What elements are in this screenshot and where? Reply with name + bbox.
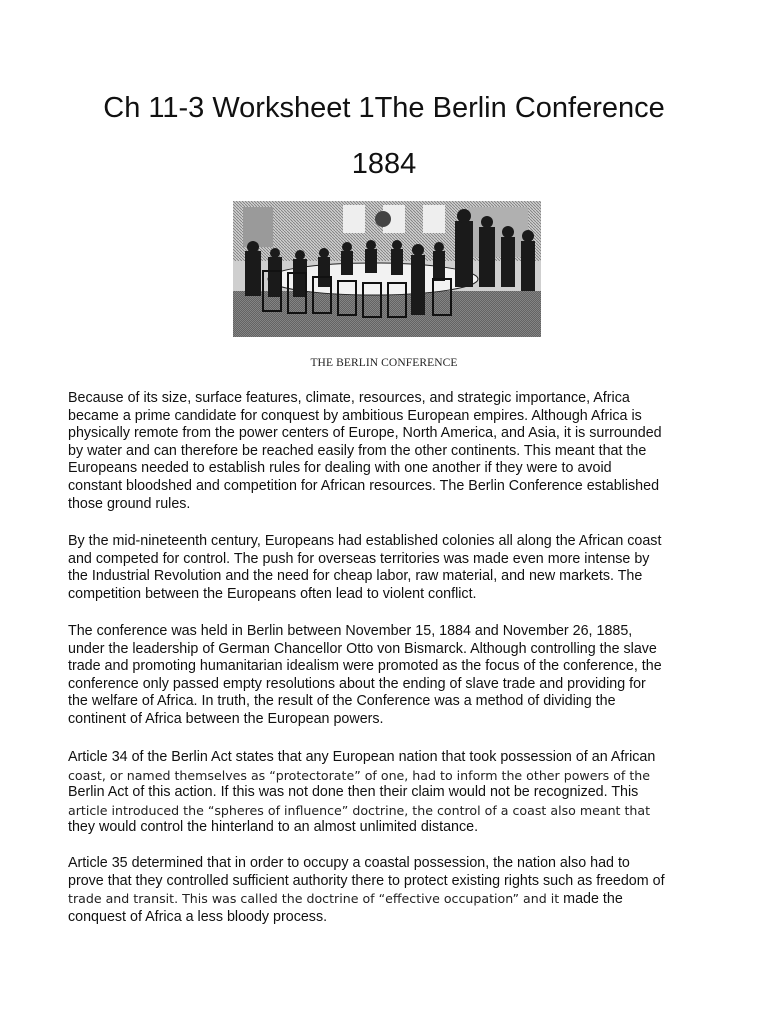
text-line: and competed for control. The push for overseas territories was made even more intense by bbox=[68, 550, 650, 567]
paragraph-article-34 bbox=[68, 749, 708, 837]
text-line: by water and can therefore be reached easily from the other continents. This meant that the bbox=[68, 442, 647, 459]
engraving-illustration bbox=[233, 201, 541, 337]
figure-caption: THE BERLIN CONFERENCE bbox=[310, 357, 458, 369]
text-line: conquest of Africa a less bloody process. bbox=[68, 908, 328, 925]
text-line: Article 35 determined that in order to occupy a coastal possession, the nation also had to bbox=[68, 855, 630, 871]
text-line: under the leadership of German Chancellor Otto von Bismarck. Although controlling the slave bbox=[68, 640, 657, 657]
text-line: trade and promoting humanitarian idealism were promoted as the focus of the conference, the bbox=[68, 658, 662, 675]
text-line: article introduced the “spheres of influence” doctrine, the control of a coast also meant that bbox=[68, 802, 651, 818]
text-segment: made the bbox=[559, 891, 623, 908]
text-line: constant bloodshed and competition for African resources. The Berlin Conference established bbox=[68, 477, 660, 494]
text-line: became a prime candidate for conquest by ambitious European empires. Although Africa is bbox=[68, 407, 642, 424]
text-line: Europeans needed to establish rules for dealing with one another if they were to avoid bbox=[68, 460, 612, 477]
text-line: prove that they controlled sufficient authority there to protect existing rights such as freedom of bbox=[68, 872, 665, 889]
text-segment: trade and transit. This was called the doctrine of “effective occupation” and it bbox=[68, 891, 560, 907]
text-line: By the mid-nineteenth century, Europeans had established colonies all along the African coast bbox=[68, 533, 662, 549]
text-line: physically remote from the power centers of Europe, North America, and Asia, it is surrounded bbox=[68, 425, 662, 442]
berlin-conference-engraving bbox=[233, 201, 541, 337]
text-line: continent of Africa between the European powers. bbox=[68, 710, 384, 727]
paragraph-article-35 bbox=[68, 855, 708, 926]
paragraph-conference bbox=[68, 623, 708, 729]
text-line: the Industrial Revolution and the need for cheap labor, raw material, and new markets. The bbox=[68, 568, 643, 585]
text-line: Article 34 of the Berlin Act states that any European nation that took possession of an African bbox=[68, 749, 656, 765]
text-line: Because of its size, surface features, climate, resources, and strategic importance, Africa bbox=[68, 390, 630, 406]
text-line: the welfare of Africa. In truth, the result of the Conference was a method of dividing the bbox=[68, 693, 616, 710]
text-line: they would control the hinterland to an almost unlimited distance. bbox=[68, 819, 479, 836]
text-line: coast, or named themselves as “protectorate” of one, had to inform the other powers of the bbox=[68, 767, 651, 783]
document-title: Ch 11-3 Worksheet 1The Berlin Conference bbox=[103, 92, 665, 124]
text-line: competition between the Europeans often lead to violent conflict. bbox=[68, 585, 477, 602]
text-line: those ground rules. bbox=[68, 495, 191, 512]
document-title-year: 1884 bbox=[351, 148, 417, 180]
paragraph-colonies bbox=[68, 533, 708, 603]
text-line: conference only passed empty resolutions about the ending of slave trade and providing for bbox=[68, 675, 646, 692]
text-line: The conference was held in Berlin between November 15, 1884 and November 26, 1885, bbox=[68, 623, 633, 639]
text-line: Berlin Act of this action. If this was not done then their claim would not be recognized. This bbox=[68, 784, 639, 801]
text-line bbox=[68, 890, 708, 909]
paragraph-intro bbox=[68, 390, 708, 513]
